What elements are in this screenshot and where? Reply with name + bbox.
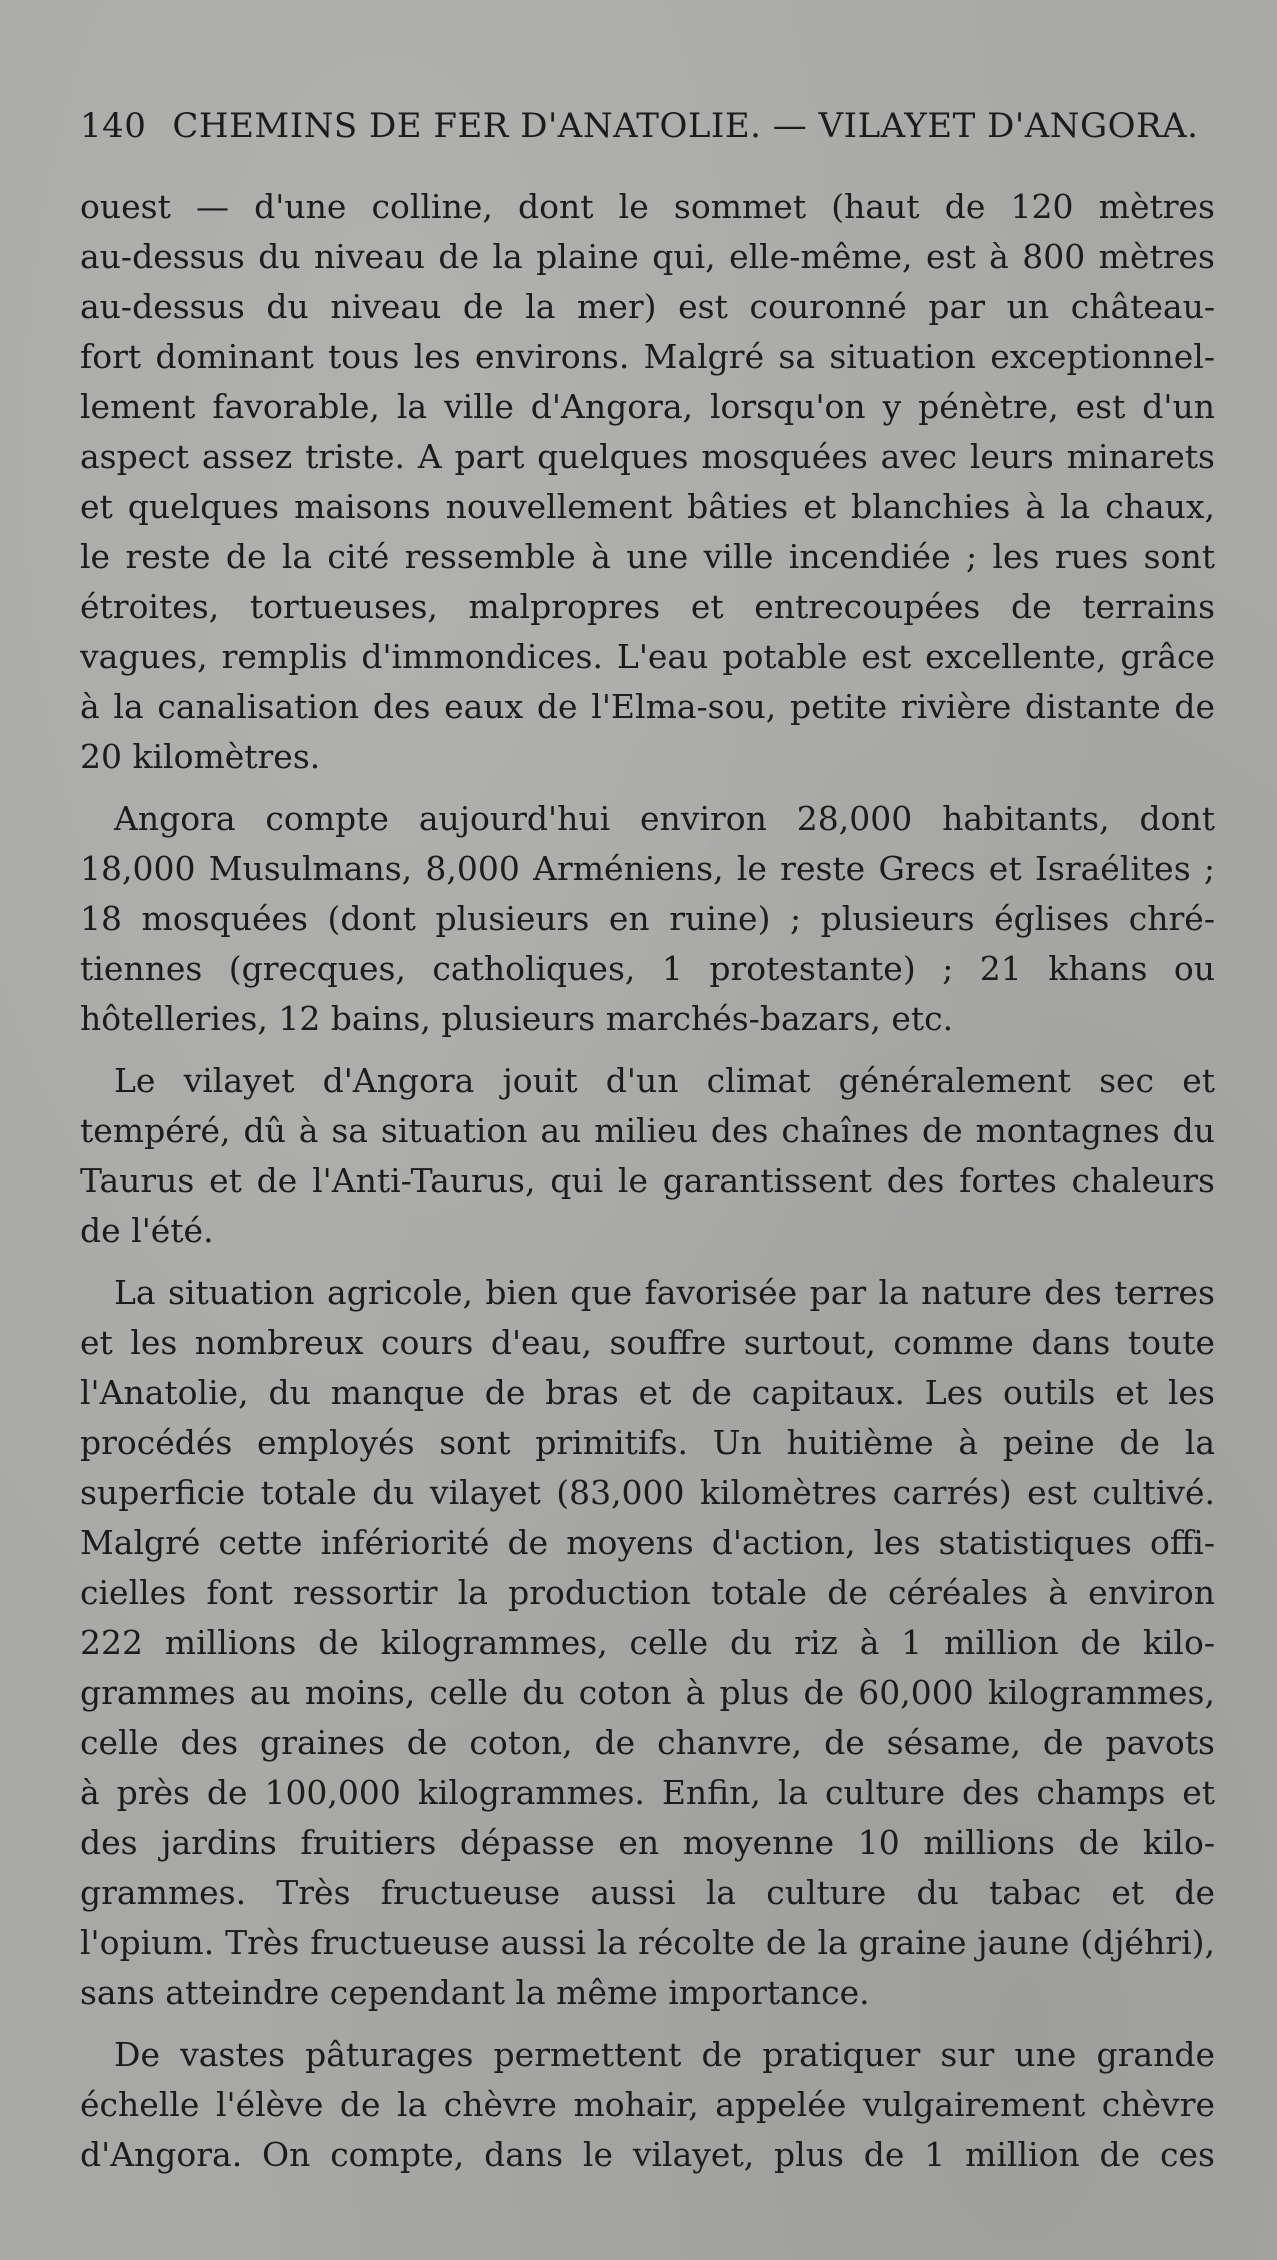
text-line: au-dessus du niveau de la plaine qui, elle-même, est à 800 mètres <box>80 237 1215 276</box>
text-line: Malgré cette infériorité de moyens d'action, les statistiques offi- <box>80 1523 1215 1562</box>
text-line: le reste de la cité ressemble à une ville incendiée ; les rues sont <box>80 537 1215 576</box>
paragraph <box>80 2030 1215 2180</box>
running-title: CHEMINS DE FER D'ANATOLIE. — VILAYET D'ANGORA. <box>172 106 1199 146</box>
text-line: étroites, tortueuses, malpropres et entrecoupées de terrains <box>80 587 1215 626</box>
text-line: fort dominant tous les environs. Malgré sa situation exceptionnel- <box>80 337 1215 376</box>
running-header <box>80 106 1220 146</box>
text-line: de l'été. <box>80 1211 214 1250</box>
text-line: La situation agricole, bien que favorisée par la nature des terres <box>114 1273 1215 1312</box>
paragraph <box>80 182 1215 782</box>
paragraph <box>80 1268 1215 2018</box>
text-line: ouest — d'une colline, dont le sommet (haut de 120 mètres <box>80 187 1215 226</box>
text-line: à près de 100,000 kilogrammes. Enfin, la culture des champs et <box>80 1773 1215 1812</box>
text-line: 18 mosquées (dont plusieurs en ruine) ; plusieurs églises chré- <box>80 899 1215 938</box>
text-line: grammes. Très fructueuse aussi la culture du tabac et de <box>80 1873 1215 1912</box>
text-line: Taurus et de l'Anti-Taurus, qui le garantissent des fortes chaleurs <box>80 1161 1215 1200</box>
text-line: Le vilayet d'Angora jouit d'un climat généralement sec et <box>114 1061 1215 1100</box>
text-line: et quelques maisons nouvellement bâties et blanchies à la chaux, <box>80 487 1215 526</box>
text-line: aspect assez triste. A part quelques mosquées avec leurs minarets <box>80 437 1215 476</box>
text-line: superficie totale du vilayet (83,000 kilomètres carrés) est cultivé. <box>80 1473 1215 1512</box>
text-line: au-dessus du niveau de la mer) est couronné par un château- <box>80 287 1215 326</box>
text-line: et les nombreux cours d'eau, souffre surtout, comme dans toute <box>80 1323 1215 1362</box>
paragraph <box>80 1056 1215 1256</box>
paragraph <box>80 794 1215 1044</box>
text-line: 18,000 Musulmans, 8,000 Arméniens, le reste Grecs et Israélites ; <box>80 849 1215 888</box>
text-line: lement favorable, la ville d'Angora, lorsqu'on y pénètre, est d'un <box>80 387 1215 426</box>
text-line: échelle l'élève de la chèvre mohair, appelée vulgairement chèvre <box>80 2085 1215 2124</box>
text-line: l'Anatolie, du manque de bras et de capitaux. Les outils et les <box>80 1373 1215 1412</box>
text-line: des jardins fruitiers dépasse en moyenne 10 millions de kilo- <box>80 1823 1215 1862</box>
body-text <box>80 182 1215 2180</box>
text-line: De vastes pâturages permettent de pratiquer sur une grande <box>114 2035 1215 2074</box>
text-line: tempéré, dû à sa situation au milieu des chaînes de montagnes du <box>80 1111 1215 1150</box>
page-number: 140 <box>80 106 147 146</box>
text-line: Angora compte aujourd'hui environ 28,000 habitants, dont <box>114 799 1215 838</box>
text-line: 20 kilomètres. <box>80 737 321 776</box>
text-line: grammes au moins, celle du coton à plus de 60,000 kilogrammes, <box>80 1673 1215 1712</box>
text-line: procédés employés sont primitifs. Un huitième à peine de la <box>80 1423 1215 1462</box>
text-line: à la canalisation des eaux de l'Elma-sou, petite rivière distante de <box>80 687 1215 726</box>
text-line: hôtelleries, 12 bains, plusieurs marchés-bazars, etc. <box>80 999 954 1038</box>
text-line: 222 millions de kilogrammes, celle du riz à 1 million de kilo- <box>80 1623 1215 1662</box>
text-line: sans atteindre cependant la même importance. <box>80 1973 870 2012</box>
text-line: d'Angora. On compte, dans le vilayet, plus de 1 million de ces <box>80 2135 1215 2174</box>
text-line: celle des graines de coton, de chanvre, de sésame, de pavots <box>80 1723 1215 1762</box>
text-line: tiennes (grecques, catholiques, 1 protestante) ; 21 khans ou <box>80 949 1215 988</box>
text-line: vagues, remplis d'immondices. L'eau potable est excellente, grâce <box>80 637 1215 676</box>
text-line: cielles font ressortir la production totale de céréales à environ <box>80 1573 1215 1612</box>
text-line: l'opium. Très fructueuse aussi la récolte de la graine jaune (djéhri), <box>80 1923 1215 1962</box>
